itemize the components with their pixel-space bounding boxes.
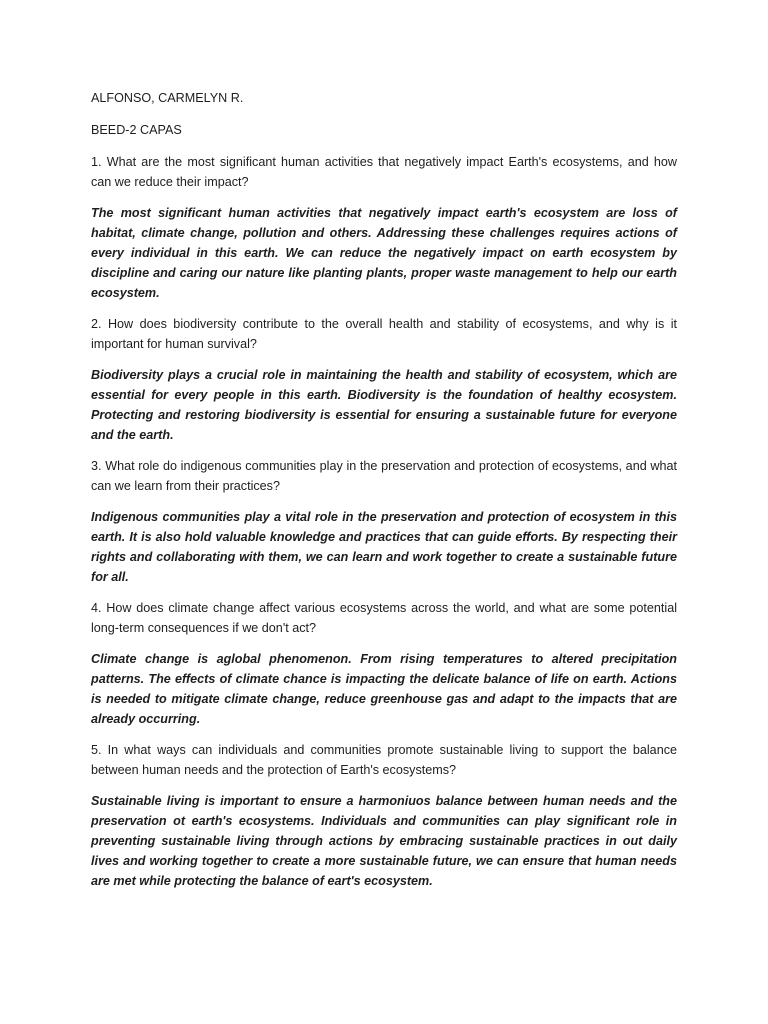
student-name: ALFONSO, CARMELYN R.: [91, 91, 244, 105]
question-4: 4. How does climate change affect various ecosystems across the world, and what are some potential long-term consequences if we don't act?: [91, 601, 677, 635]
document-page: [91, 88, 677, 902]
question-3: 3. What role do indigenous communities play in the preservation and protection of ecosystems, and what can we learn from their practices?: [91, 459, 677, 493]
question-1: 1. What are the most significant human activities that negatively impact Earth's ecosystems, and how can we reduce their impact?: [91, 155, 677, 189]
answer-3: Indigenous communities play a vital role in the preservation and protection of ecosystem in this earth. It is also hold valuable knowledge and practices that can guide efforts. By respecting their rights and collaborating with them, we can learn and work together to create a sustainable future for all.: [91, 510, 677, 584]
course-section: BEED-2 CAPAS: [91, 123, 182, 137]
answer-1: The most significant human activities that negatively impact earth's ecosystem are loss of habitat, climate change, pollution and others. Addressing these challenges requires actions of every individual in this earth. We can reduce the negatively impact on earth ecosystem by discipline and caring our nature like planting plants, proper waste management to help our earth ecosystem.: [91, 206, 677, 300]
question-5: 5. In what ways can individuals and communities promote sustainable living to support the balance between human needs and the protection of Earth's ecosystems?: [91, 743, 677, 777]
answer-2: Biodiversity plays a crucial role in maintaining the health and stability of ecosystem, which are essential for every people in this earth. Biodiversity is the foundation of healthy ecosystem. Protecting and restoring biodiversity is essential for ensuring a sustainable future for everyone and the earth.: [91, 368, 677, 442]
question-2: 2. How does biodiversity contribute to the overall health and stability of ecosystems, and why is it important for human survival?: [91, 317, 677, 351]
answer-4: Climate change is aglobal phenomenon. From rising temperatures to altered precipitation patterns. The effects of climate chance is impacting the delicate balance of life on earth. Actions is needed to mitigate climate change, reduce greenhouse gas and adapt to the impacts that are already occurring.: [91, 652, 677, 726]
answer-5: Sustainable living is important to ensure a harmoniuos balance between human needs and the preservation ot earth's ecosystems. Individuals and communities can play significant role in preventing sustainable living through actions by embracing sustainable practices in out daily lives and working together to create a more sustainable future, we can ensure that human needs are met while protecting the balance of eart's ecosystem.: [91, 794, 677, 888]
